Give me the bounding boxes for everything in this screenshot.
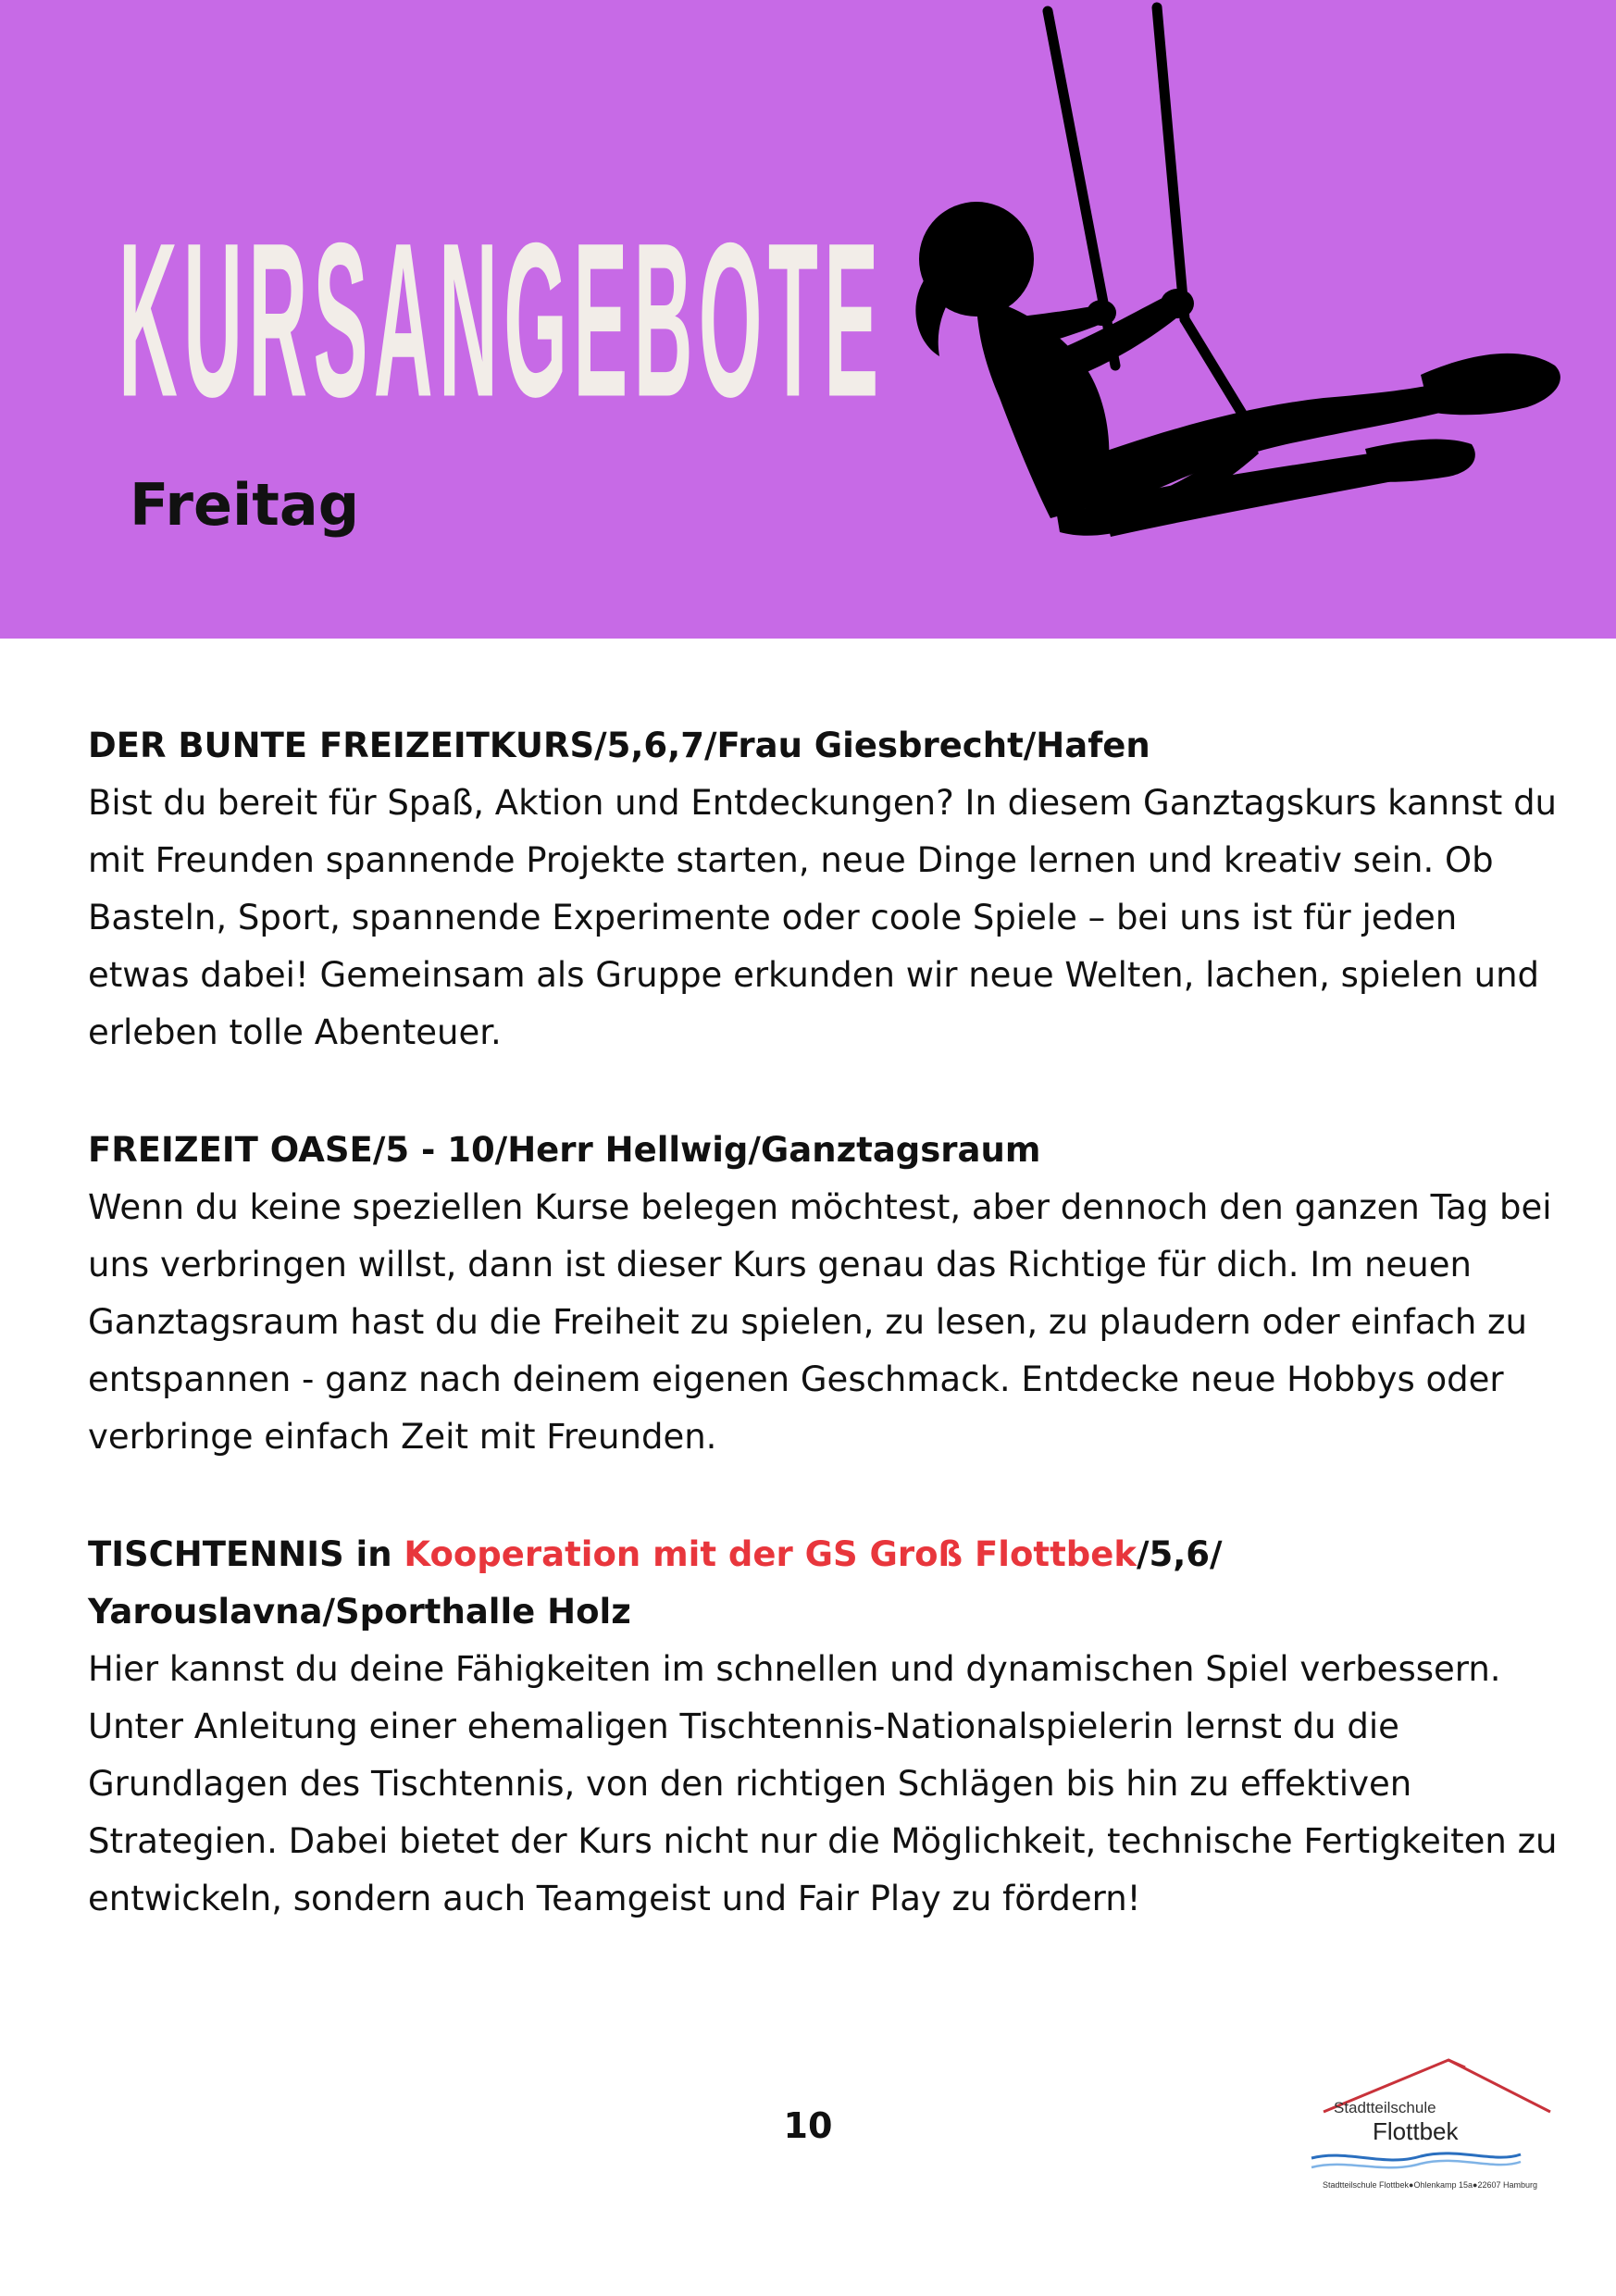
course-heading xyxy=(88,1526,1569,1641)
girl-on-swing-silhouette-icon xyxy=(889,0,1592,639)
page-title: KURSANGEBOTE xyxy=(118,198,885,444)
school-address: Stadtteilschule Flottbek●Ohlenkamp 15a●22607 Hamburg xyxy=(1322,2180,1537,2190)
course-heading-text: DER BUNTE FREIZEITKURS/5,6,7/Frau Giesbrecht/Hafen xyxy=(88,726,1150,765)
course-item xyxy=(88,1526,1569,1928)
course-item xyxy=(88,1122,1569,1466)
page-number: 10 xyxy=(783,2105,833,2146)
course-heading-text: FREIZEIT OASE/5 - 10/Herr Hellwig/Ganztagsraum xyxy=(88,1130,1041,1170)
course-item xyxy=(88,717,1569,1061)
course-description: Bist du bereit für Spaß, Aktion und Entdeckungen? In diesem Ganztagskurs kannst du mit Freunden spannende Projekte starten, neue Dinge lernen und kreativ sein. Ob Basteln, Sport, spannende Experimente oder coole Spiele – bei uns ist für jeden etwas dabei! Gemeinsam als Gruppe erkunden wir neue Welten, lachen, spielen und erleben tolle Abenteuer. xyxy=(88,783,1558,1052)
logo-text-line2: Flottbek xyxy=(1373,2117,1459,2145)
course-heading-text: /5,6/ Yarouslavna/Sporthalle Holz xyxy=(88,1534,1223,1632)
course-description: Wenn du keine speziellen Kurse belegen möchtest, aber dennoch den ganzen Tag bei uns verbringen willst, dann ist dieser Kurs genau das Richtige für dich. Im neuen Ganztagsraum hast du die Freiheit zu spielen, zu lesen, zu plaudern oder einfach zu entspannen - ganz nach deinem eigenen Geschmack. Entdecke neue Hobbys oder verbringe einfach Zeit mit Freunden. xyxy=(88,1187,1552,1457)
course-heading xyxy=(88,717,1569,775)
header-banner xyxy=(0,0,1616,639)
course-heading-text: TISCHTENNIS in xyxy=(88,1534,404,1574)
logo-text-line1: Stadtteilschule xyxy=(1334,2099,1436,2116)
course-description: Hier kannst du deine Fähigkeiten im schnellen und dynamischen Spiel verbessern. Unter Anleitung einer ehemaligen Tischtennis-Nationalspielerin lernst du die Grundlagen des Tischtennis, von den richtigen Schlägen bis hin zu effektiven Strategien. Dabei bietet der Kurs nicht nur die Möglichkeit, technische Fertigkeiten zu entwickeln, sondern auch Teamgeist und Fair Play zu fördern! xyxy=(88,1649,1558,1918)
school-logo xyxy=(1291,2054,1569,2193)
course-list xyxy=(88,717,1569,1988)
cooperation-highlight: Kooperation mit der GS Groß Flottbek xyxy=(404,1534,1137,1574)
page-subtitle: Freitag xyxy=(130,471,360,539)
course-heading xyxy=(88,1122,1569,1179)
waves-icon xyxy=(1310,2147,1523,2175)
